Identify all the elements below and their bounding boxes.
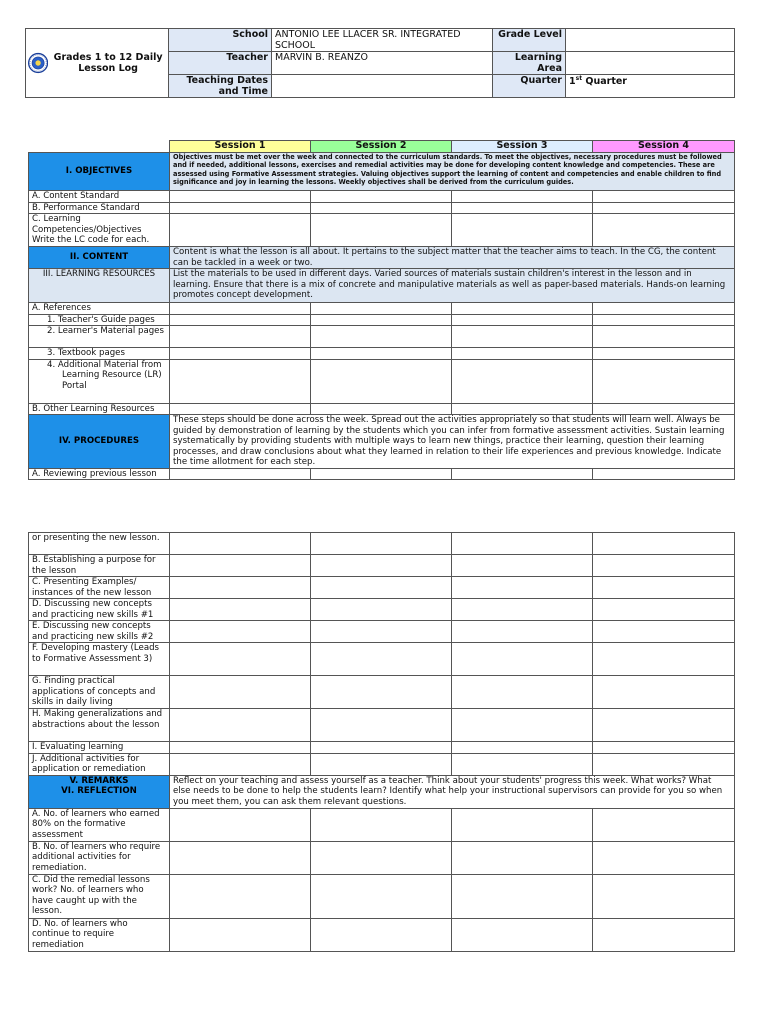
- teaching-dates-label: Teaching Dates and Time: [169, 75, 272, 98]
- cell[interactable]: [452, 214, 593, 247]
- cell[interactable]: [593, 202, 735, 214]
- cell[interactable]: [170, 468, 311, 480]
- lesson-log-table-2: [28, 532, 735, 952]
- cell[interactable]: [170, 753, 311, 775]
- cell[interactable]: [452, 676, 593, 709]
- competencies-label: C. Learning Competencies/Objectives Write the LC code for each.: [29, 214, 170, 247]
- cell[interactable]: [452, 753, 593, 775]
- learning-resources-label: III. LEARNING RESOURCES: [29, 269, 170, 303]
- cell[interactable]: [593, 348, 735, 360]
- session-header-spacer: [29, 141, 170, 153]
- cell[interactable]: [593, 214, 735, 247]
- generalizations-label: H. Making generalizations and abstractions about the lesson: [29, 709, 170, 742]
- cell[interactable]: [170, 599, 311, 621]
- purpose-label: B. Establishing a purpose for the lesson: [29, 555, 170, 577]
- session-1-header: Session 1: [170, 141, 311, 153]
- page-title: Grades 1 to 12 Daily Lesson Log: [53, 52, 163, 74]
- cell[interactable]: [593, 468, 735, 480]
- cell[interactable]: [452, 403, 593, 415]
- cell[interactable]: [593, 676, 735, 709]
- presenting-lesson-label: or presenting the new lesson.: [29, 533, 170, 555]
- cell[interactable]: [452, 191, 593, 203]
- cell[interactable]: [593, 709, 735, 742]
- quarter-value[interactable]: [566, 75, 735, 98]
- cell[interactable]: [170, 709, 311, 742]
- cell[interactable]: [452, 303, 593, 315]
- cell[interactable]: [311, 555, 452, 577]
- cell[interactable]: [593, 191, 735, 203]
- quarter-label: Quarter: [493, 75, 566, 98]
- cell[interactable]: [170, 643, 311, 676]
- cell[interactable]: [311, 599, 452, 621]
- grade-level-value[interactable]: [566, 29, 735, 52]
- cell[interactable]: [452, 621, 593, 643]
- additional-activities-label: J. Additional activities for application or remediation: [29, 753, 170, 775]
- grade-level-label: Grade Level: [493, 29, 566, 52]
- learners-material-text: 2. Learner's Material pages: [47, 326, 164, 336]
- cell[interactable]: [311, 202, 452, 214]
- examples-label: C. Presenting Examples/ instances of the new lesson: [29, 577, 170, 599]
- cell[interactable]: [170, 214, 311, 247]
- cell[interactable]: [452, 314, 593, 326]
- cell[interactable]: [311, 643, 452, 676]
- cell[interactable]: [452, 874, 593, 918]
- cell[interactable]: [593, 555, 735, 577]
- cell[interactable]: [311, 709, 452, 742]
- cell[interactable]: [593, 577, 735, 599]
- content-note: Content is what the lesson is all about. It pertains to the subject matter that the teacher aims to teach. In the CG, the content can be tackled in a week or two.: [170, 247, 735, 269]
- cell[interactable]: [593, 643, 735, 676]
- cell[interactable]: [593, 359, 735, 403]
- cell[interactable]: [593, 326, 735, 348]
- cell[interactable]: [311, 403, 452, 415]
- cell[interactable]: [452, 533, 593, 555]
- cell[interactable]: [170, 359, 311, 403]
- cell[interactable]: [311, 874, 452, 918]
- deped-seal-icon: [28, 48, 48, 78]
- cell[interactable]: [593, 533, 735, 555]
- remedial-work-label: C. Did the remedial lessons work? No. of learners who have caught up with the lesson.: [29, 874, 170, 918]
- remarks-label: V. REMARKS: [69, 775, 129, 786]
- cell[interactable]: [170, 918, 311, 951]
- lr-portal-text: Learning Resource (LR) Portal: [62, 370, 162, 391]
- cell[interactable]: [593, 403, 735, 415]
- cell[interactable]: [593, 621, 735, 643]
- cell[interactable]: [311, 348, 452, 360]
- quarter-word: Quarter: [585, 76, 627, 88]
- teacher-value[interactable]: MARVIN B. REANZO: [272, 52, 493, 75]
- evaluating-label: I. Evaluating learning: [29, 742, 170, 754]
- cell[interactable]: [311, 359, 452, 403]
- cell[interactable]: [311, 214, 452, 247]
- cell[interactable]: [452, 709, 593, 742]
- procedures-section: IV. PROCEDURES: [29, 415, 170, 469]
- cell[interactable]: [311, 841, 452, 874]
- cell[interactable]: [170, 577, 311, 599]
- cell[interactable]: [593, 841, 735, 874]
- cell[interactable]: [311, 753, 452, 775]
- teaching-dates-value[interactable]: [272, 75, 493, 98]
- cell[interactable]: [170, 348, 311, 360]
- cell[interactable]: [170, 191, 311, 203]
- quarter-suffix: st: [575, 75, 583, 82]
- session-4-header: Session 4: [593, 141, 735, 153]
- session-3-header: Session 3: [452, 141, 593, 153]
- content-section: II. CONTENT: [29, 247, 170, 269]
- cell[interactable]: [593, 808, 735, 841]
- learning-resources-note: List the materials to be used in different days. Varied sources of materials sustain children's interest in the lesson and in learning. Ensure that there is a mix of concrete and manipulative materials as well as paper-based materials. Hands-on learning promotes concept development.: [170, 269, 735, 303]
- school-label: School: [169, 29, 272, 52]
- performance-standard-label: B. Performance Standard: [29, 202, 170, 214]
- cell[interactable]: [593, 742, 735, 754]
- cell[interactable]: [452, 577, 593, 599]
- teachers-guide-label: 1. Teacher's Guide pages: [29, 314, 170, 326]
- cell[interactable]: [170, 808, 311, 841]
- content-standard-label: A. Content Standard: [29, 191, 170, 203]
- cell[interactable]: [452, 555, 593, 577]
- teacher-label: Teacher: [169, 52, 272, 75]
- objectives-note: Objectives must be met over the week and connected to the curriculum standards. To meet the objectives, necessary procedures must be followed and if needed, additional lessons, exercises and remedial activities may be done for developing content knowledge and competencies. These are assessed using Formative Assessment strategies. Valuing objectives support the learning of content and competencies and enable children to find significance and joy in learning the lessons. Weekly objectives shall be derived from the curriculum guides.: [170, 153, 735, 191]
- practical-label: G. Finding practical applications of concepts and skills in daily living: [29, 676, 170, 709]
- cell[interactable]: [170, 621, 311, 643]
- cell[interactable]: [311, 326, 452, 348]
- cell[interactable]: [452, 202, 593, 214]
- cell[interactable]: [593, 599, 735, 621]
- cell[interactable]: [593, 874, 735, 918]
- remarks-reflection-section: [29, 775, 170, 808]
- cell[interactable]: [452, 742, 593, 754]
- cell[interactable]: [170, 326, 311, 348]
- cell[interactable]: [170, 874, 311, 918]
- cell[interactable]: [311, 191, 452, 203]
- cell[interactable]: [452, 841, 593, 874]
- other-resources-label: B. Other Learning Resources: [29, 403, 170, 415]
- cell[interactable]: [170, 403, 311, 415]
- lesson-log-table-1: [28, 140, 735, 480]
- session-2-header: Session 2: [311, 141, 452, 153]
- cell[interactable]: [170, 314, 311, 326]
- header-table: [25, 28, 735, 98]
- cell[interactable]: [170, 533, 311, 555]
- cell[interactable]: [311, 303, 452, 315]
- procedures-note: These steps should be done across the week. Spread out the activities appropriately so that students will learn well. Always be guided by demonstration of learning by the students which you can infer from formative assessment activities. Sustain learning systematically by providing students with multiple ways to learn new things, practice their learning, question their learning processes, and draw conclusions about what they learned in relation to their life experiences and previous knowledge. Indicate the time allotment for each step.: [170, 415, 735, 469]
- cell[interactable]: [170, 676, 311, 709]
- cell[interactable]: [452, 808, 593, 841]
- reflection-label: VI. REFLECTION: [61, 785, 137, 796]
- cell[interactable]: [311, 676, 452, 709]
- learning-area-label: Learning Area: [493, 52, 566, 75]
- cell[interactable]: [452, 599, 593, 621]
- discuss-1-label: D. Discussing new concepts and practicing new skills #1: [29, 599, 170, 621]
- learners-remediation-label: B. No. of learners who require additional activities for remediation.: [29, 841, 170, 874]
- cell[interactable]: [452, 643, 593, 676]
- learners-material-label: [29, 326, 170, 348]
- cell[interactable]: [593, 314, 735, 326]
- textbook-pages-label: 3. Textbook pages: [29, 348, 170, 360]
- cell[interactable]: [452, 348, 593, 360]
- cell[interactable]: [311, 621, 452, 643]
- cell[interactable]: [311, 577, 452, 599]
- cell[interactable]: [311, 742, 452, 754]
- cell[interactable]: [593, 303, 735, 315]
- cell[interactable]: [593, 918, 735, 951]
- cell[interactable]: [311, 314, 452, 326]
- references-label: A. References: [29, 303, 170, 315]
- cell[interactable]: [170, 303, 311, 315]
- learners-80-text: A. No. of learners who earned 80% on the formative assessment: [32, 808, 160, 840]
- cell[interactable]: [452, 326, 593, 348]
- cell[interactable]: [452, 918, 593, 951]
- cell[interactable]: [170, 841, 311, 874]
- cell[interactable]: [452, 359, 593, 403]
- cell[interactable]: [170, 555, 311, 577]
- logo-cell: [26, 29, 169, 98]
- additional-material-text: 4. Additional Material from: [47, 359, 162, 370]
- quarter-number: 1: [569, 76, 576, 88]
- continue-remediation-label: D. No. of learners who continue to require remediation: [29, 918, 170, 951]
- cell[interactable]: [311, 533, 452, 555]
- learning-area-value[interactable]: [566, 52, 735, 75]
- cell[interactable]: [311, 918, 452, 951]
- cell[interactable]: [593, 753, 735, 775]
- additional-material-label: [29, 359, 170, 403]
- objectives-section: I. OBJECTIVES: [29, 153, 170, 191]
- cell[interactable]: [170, 202, 311, 214]
- school-value[interactable]: ANTONIO LEE LLACER SR. INTEGRATED SCHOOL: [272, 29, 493, 52]
- cell[interactable]: [311, 468, 452, 480]
- reflection-note: Reflect on your teaching and assess yourself as a teacher. Think about your students' progress this week. What works? What else needs to be done to help the students learn? Identify what help your instructional supervisors can provide for you so when you meet them, you can ask them relevant questions.: [170, 775, 735, 808]
- reviewing-label: A. Reviewing previous lesson: [29, 468, 170, 480]
- cell[interactable]: [311, 808, 452, 841]
- cell[interactable]: [452, 468, 593, 480]
- mastery-label: F. Developing mastery (Leads to Formative Assessment 3): [29, 643, 170, 676]
- learners-80-label: [29, 808, 170, 841]
- cell[interactable]: [170, 742, 311, 754]
- discuss-2-label: E. Discussing new concepts and practicing new skills #2: [29, 621, 170, 643]
